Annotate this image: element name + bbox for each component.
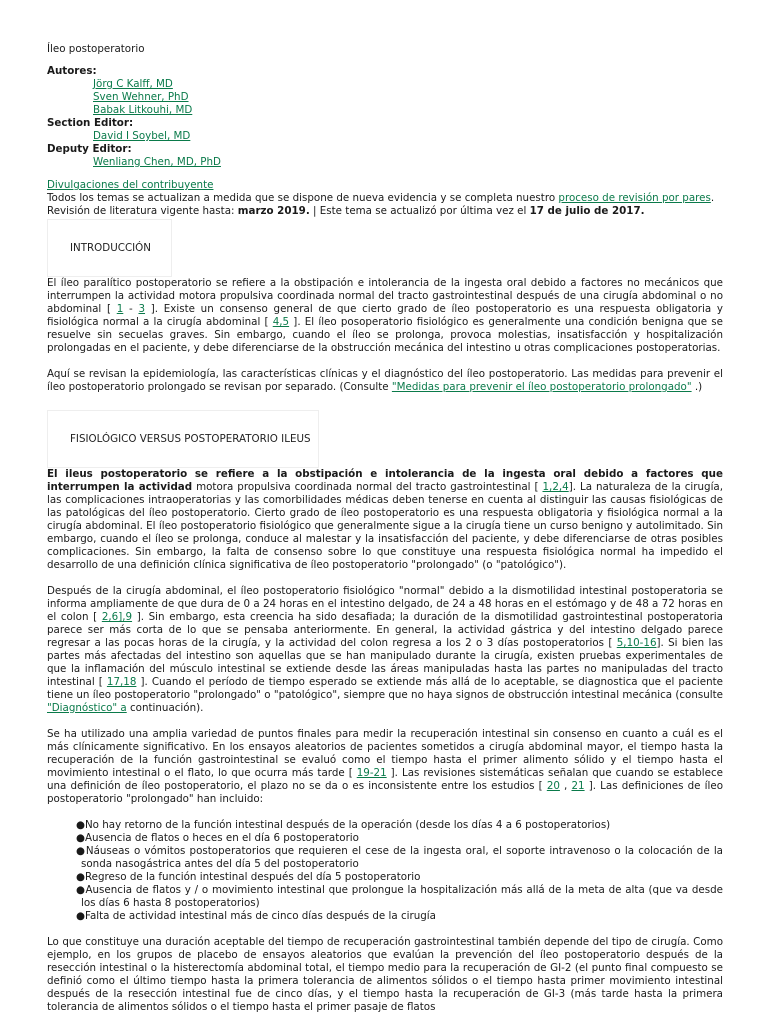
author-link-2[interactable]: Sven Wehner, PhD <box>93 91 189 103</box>
document-title: Íleo postoperatorio <box>47 43 145 55</box>
ref-link[interactable]: 20 <box>546 780 560 792</box>
ref-link[interactable]: 2,6],9 <box>101 611 133 623</box>
authors-label: Autores: <box>47 65 97 77</box>
prevention-topic-link[interactable]: "Medidas para prevenir el íleo postoperatorio prolongado" <box>391 381 692 393</box>
deputy-editor-link[interactable]: Wenliang Chen, MD, PhD <box>93 156 221 168</box>
list-item: ●Regreso de la función intestinal después del día 5 postoperatorio <box>76 871 421 883</box>
section-editor-link[interactable]: David I Soybel, MD <box>93 130 191 142</box>
author-link-3[interactable]: Babak Litkouhi, MD <box>93 104 193 116</box>
physio-paragraph-1: El ileus postoperatorio se refiere a la obstipación e intolerancia de la ingesta oral debido a factores que interrumpen la actividad motora propulsiva coordinada normal del tracto gastrointestinal [ 1,2,4]. La naturaleza de la cirugía, las complicaciones intraoperatorias y las comorbilidades médicas deben tenerse en cuenta al distinguir las causas fisiológicas de las patológicas del íleo postoperatorio. Cierto grado de íleo postoperatorio es una respuesta obligatoria y fisiológica normal a la cirugía abdominal. El íleo postoperatorio fisiológico que generalmente sigue a la cirugía tiene un curso benigno y autolimitado. Sin embargo, cuando el íleo se prolonga, conduce al malestar y la insatisfacción del paciente, y debe diferenciarse de otras posibles complicaciones. Sin embargo, la falta de consenso sobre lo que constituye una respuesta fisiológica normal ha impedido el desarrollo de una definición clínica significativa de íleo postoperatorio "prolongado" (o "patológico"). <box>47 468 724 571</box>
section-heading-physiologic: FISIOLÓGICO VERSUS POSTOPERATORIO ILEUS <box>47 410 319 468</box>
physio-paragraph-4: Lo que constituye una duración aceptable del tiempo de recuperación gastrointestinal también depende del tipo de cirugía. Como ejemplo, en los grupos de placebo de ensayos aleatorios que evalúan la prevención del íleo postoperatorio después de la resección intestinal o la histerectomía abdominal total, el tiempo medio para la recuperación de GI-2 (el punto final compuesto se definió como el último tiempo hasta la primera tolerancia de alimentos sólidos o el tiempo hasta primer movimiento intestinal después de la resección intestinal fue de cinco días, y el tiempo hasta la recuperación de GI-3 (más tarde hasta la primera tolerancia de alimentos sólidos o el tiempo hasta el primer pasaje de flatos <box>47 936 723 1013</box>
peer-review-link[interactable]: proceso de revisión por pares <box>558 192 711 204</box>
ref-link[interactable]: 1,2,4 <box>542 481 569 493</box>
ref-link[interactable]: 5,10-16 <box>616 637 657 649</box>
intro-section <box>47 277 723 394</box>
list-item: ●Falta de actividad intestinal más de cinco días después de la cirugía <box>76 910 436 922</box>
physio-paragraph-2: Después de la cirugía abdominal, el íleo postoperatorio fisiológico "normal" debido a la dismotilidad intestinal postoperatoria se informa ampliamente de que dura de 0 a 24 horas en el intestino delgado, de 24 a 48 horas en el estómago y de 48 a 72 horas en el colon [ 2,6],9 ]. Sin embargo, esta creencia ha sido desafiada; la duración de la dismotilidad gastrointestinal postoperatoria parece ser más corta de lo que se pensaba anteriormente. En general, la actividad gástrica y del intestino delgado parece regresar a las pocas horas de la cirugía, y la actividad del colon regresa a los 2 o 3 días postoperatorios [ 5,10-16]. Si bien las partes más afectadas del intestino son aquellas que se han manipulado durante la cirugía, existen pruebas experimentales de que la inflamación del músculo intestinal se extiende desde las áreas manipuladas hasta las partes no manipuladas del tracto intestinal [ 17,18 ]. Cuando el período de tiempo esperado se extiende más allá de lo aceptable, se diagnostica que el paciente tiene un íleo postoperatorio "prolongado" o "patológico", siempre que no haya signos de obstrucción intestinal mecánica (consulte "Diagnóstico" a continuación). <box>47 585 723 714</box>
section-editor-label: Section Editor: <box>47 117 134 129</box>
intro-paragraph-1: El íleo paralítico postoperatorio se refiere a la obstipación e intolerancia de la ingesta oral debido a factores no mecánicos que interrumpen la actividad motora propulsiva coordinada normal del tracto gastrointestinal después de una cirugía abdominal o no abdominal [ 1 - 3 ]. Existe un consenso general de que cierto grado de íleo postoperatorio es una respuesta obligatoria y fisiológica normal a la cirugía abdominal [ 4,5 ]. El íleo posoperatorio fisiológico es generalmente una condición benigna que se resuelve sin secuelas graves. Sin embargo, cuando el íleo se prolonga, provoca molestias, insatisfacción y hospitalización prolongadas en el paciente, y debe diferenciarse de la obstrucción mecánica del intestino u otras complicaciones postoperatorias. <box>47 277 723 354</box>
ref-link[interactable]: 3 <box>138 303 146 315</box>
section-heading-intro: INTRODUCCIÓN <box>47 219 172 277</box>
ref-link[interactable]: 21 <box>571 780 585 792</box>
physiologic-section <box>47 468 723 1014</box>
list-item: ●Náuseas o vómitos postoperatorios que requieren el cese de la ingesta oral, el soporte intravenoso o la colocación de la sonda nasogástrica antes del día 5 del postoperatorio <box>76 845 723 870</box>
author-link-1[interactable]: Jörg C Kalff, MD <box>93 78 173 90</box>
contributors-block <box>47 65 723 169</box>
prolonged-ileus-definitions <box>47 819 723 923</box>
list-item: ●Ausencia de flatos o heces en el día 6 postoperatorio <box>76 832 359 844</box>
deputy-editor-label: Deputy Editor: <box>47 143 132 155</box>
review-block: Divulgaciones del contribuyente Todos los temas se actualizan a medida que se dispone de nueva evidencia y se completa nuestro proceso de revisión por pares. Revisión de literatura vigente hasta: marzo 2019. | Este tema se actualizó por última vez el 17 de julio de 2017. <box>47 179 723 218</box>
literature-review-date: Revisión de literatura vigente hasta: marzo 2019. | Este tema se actualizó por última vez el 17 de julio de 2017. <box>47 205 645 217</box>
diagnosis-link[interactable]: "Diagnóstico" a <box>47 702 127 714</box>
list-item: ●Ausencia de flatos y / o movimiento intestinal que prolongue la hospitalización más allá de la meta de alta (que va desde los días 6 hasta 8 postoperatorios) <box>76 884 723 909</box>
list-item: ●No hay retorno de la función intestinal después de la operación (desde los días 4 a 6 postoperatorios) <box>76 819 611 831</box>
intro-paragraph-2: Aquí se revisan la epidemiología, las características clínicas y el diagnóstico del íleo postoperatorio. Las medidas para prevenir el íleo postoperatorio prolongado se revisan por separado. (Consulte "Medidas para prevenir el íleo postoperatorio prolongado" .) <box>47 368 723 393</box>
physio-paragraph-3: Se ha utilizado una amplia variedad de puntos finales para medir la recuperación intestinal sin consenso en cuanto a cuál es el más clínicamente significativo. En los ensayos aleatorios de pacientes sometidos a cirugía abdominal mayor, el tiempo hasta la recuperación de la función gastrointestinal se evaluó como el tiempo hasta el primer alimento sólido y el tiempo hasta el movimiento intestinal o el flato, lo que ocurra más tarde [ 19-21 ]. Las revisiones sistemáticas señalan que cuando se establece una definición de íleo postoperatorio, el plazo no se da o es inconsistente entre los estudios [ 20 , 21 ]. Las definiciones de íleo postoperatorio "prolongado" han incluido: <box>47 728 724 805</box>
ref-link[interactable]: 19-21 <box>356 767 387 779</box>
ref-link[interactable]: 1 <box>116 303 124 315</box>
ref-link[interactable]: 4,5 <box>272 316 290 328</box>
disclosures-link[interactable]: Divulgaciones del contribuyente <box>47 179 214 191</box>
ref-link[interactable]: 17,18 <box>106 676 137 688</box>
